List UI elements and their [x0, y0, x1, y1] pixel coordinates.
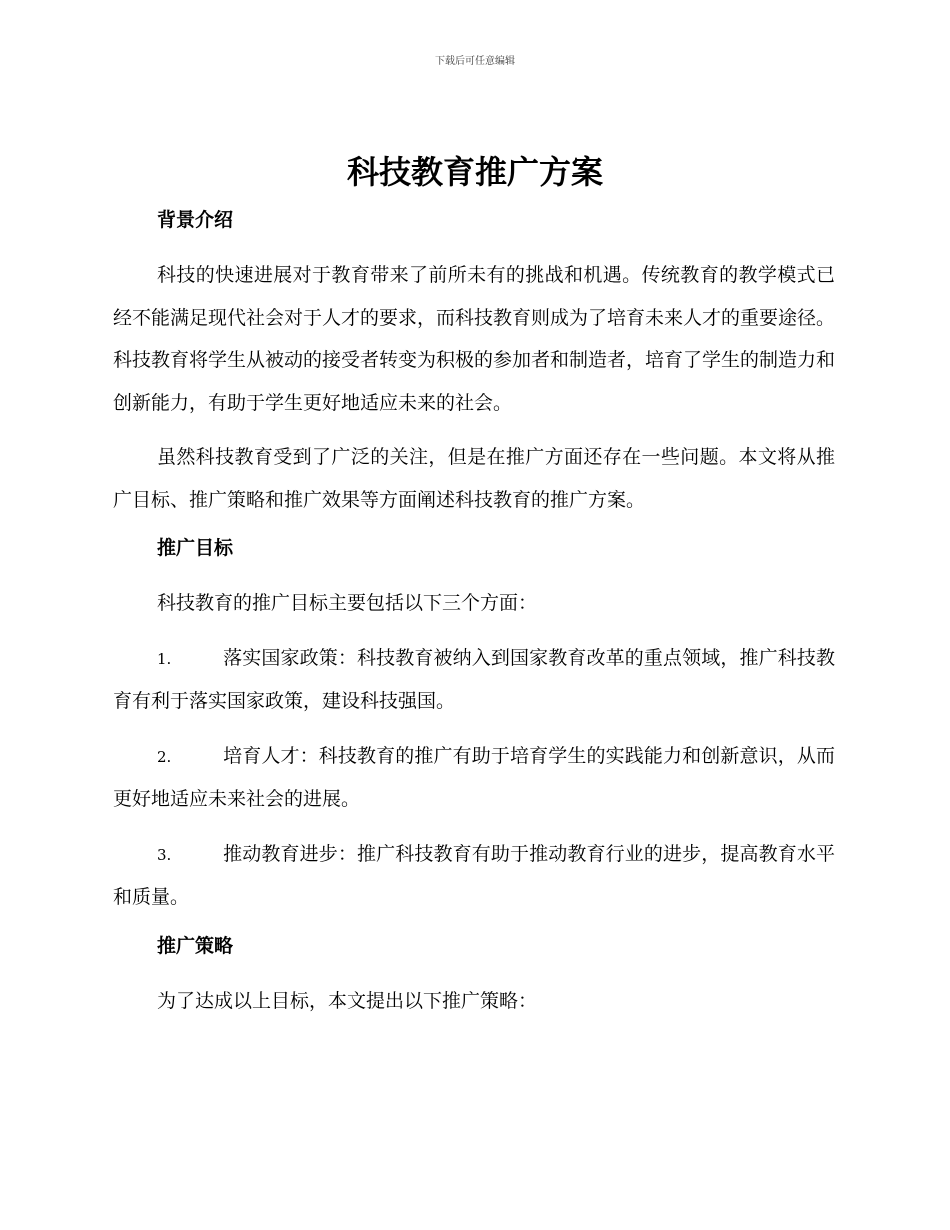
list-number: 1.	[157, 649, 172, 668]
document-title: 科技教育推广方案	[346, 153, 603, 191]
header-note: 下载后可任意编辑	[435, 56, 515, 67]
section-heading-background: 背景介绍	[157, 209, 234, 231]
paragraph: 科技教育的推广目标主要包括以下三个方面：	[157, 592, 538, 614]
section-heading-goals: 推广目标	[157, 537, 234, 559]
list-item-text: 落实国家政策：科技教育被纳入到国家教育改革的重点领域，推广科技教育有利于落实国家政策，建设科技强国。	[113, 646, 835, 712]
list-item	[113, 833, 835, 919]
list-item	[113, 637, 835, 723]
list-item-text: 推动教育进步：推广科技教育有助于推动教育行业的进步，提高教育水平和质量。	[113, 842, 835, 908]
list-item-text: 培育人才：科技教育的推广有助于培育学生的实践能力和创新意识，从而更好地适应未来社会的进展。	[113, 744, 835, 810]
paragraph: 为了达成以上目标，本文提出以下推广策略：	[157, 989, 538, 1012]
document-body	[113, 205, 835, 1034]
list-number: 2.	[157, 747, 172, 766]
section-heading-strategy: 推广策略	[157, 934, 234, 957]
list-number: 3.	[157, 845, 172, 864]
list-item	[113, 735, 835, 821]
paragraph: 虽然科技教育受到了广泛的关注，但是在推广方面还存在一些问题。本文将从推广目标、推广策略和推广效果等方面阐述科技教育的推广方案。	[113, 446, 835, 511]
paragraph: 科技的快速进展对于教育带来了前所未有的挑战和机遇。传统教育的教学模式已经不能满足现代社会对于人才的要求，而科技教育则成为了培育未来人才的重要途径。科技教育将学生从被动的接受者转变为积极的参加者和制造者，培育了学生的制造力和创新能力，有助于学生更好地适应未来的社会。	[113, 264, 836, 414]
